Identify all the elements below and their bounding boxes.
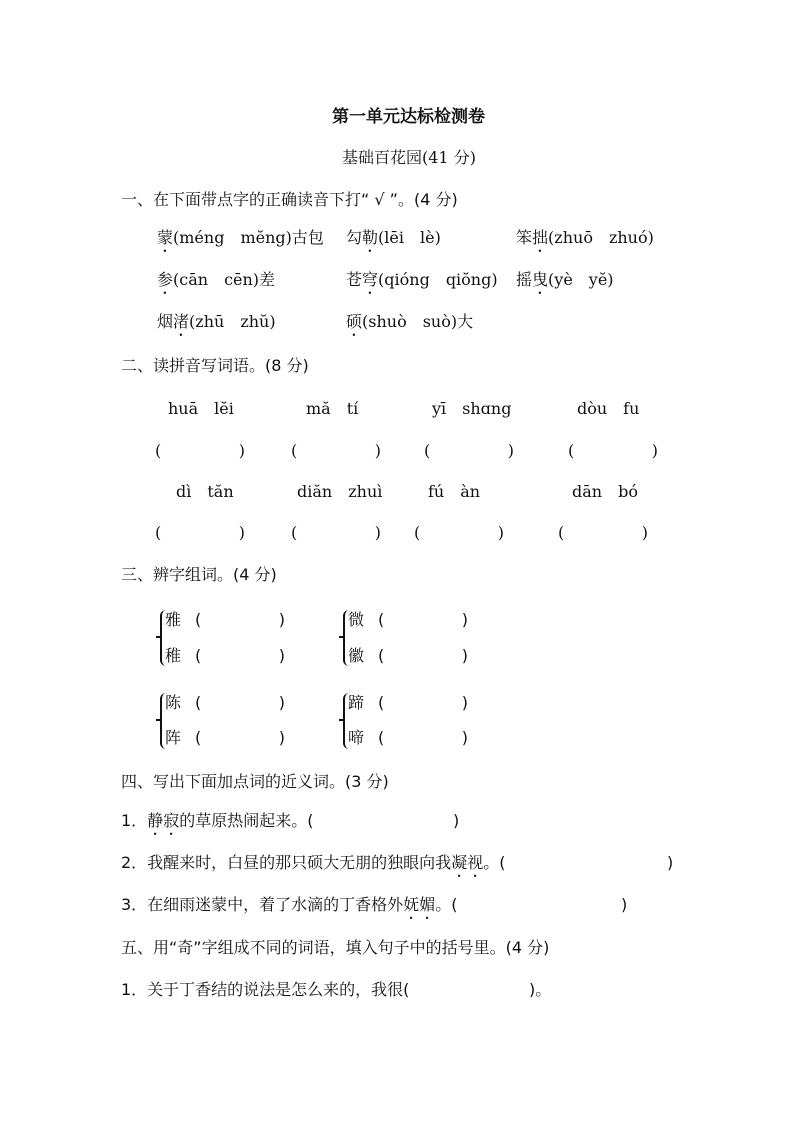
q1-item: 烟渚(zhū zhŭ)	[157, 312, 276, 331]
q4-heading: 四、写出下面加点词的近义词。(3 分)	[121, 772, 389, 791]
char: 徽	[348, 646, 365, 665]
answer-close[interactable]: )	[453, 811, 460, 830]
q1-item: 硕(shuò suò)大	[346, 312, 474, 331]
section-subtitle: 基础百花园(41 分)	[342, 148, 476, 167]
q1-heading: 一、在下面带点字的正确读音下打“ √ ”。(4 分)	[121, 190, 458, 209]
pinyin: mă tí	[306, 399, 359, 418]
q4-item: 3．在细雨迷蒙中，着了水滴的丁香格外妩媚。( )	[121, 895, 628, 914]
answer-close[interactable]: )	[667, 853, 674, 872]
q1-item: 摇曳(yè yĕ)	[516, 270, 614, 289]
q5-item: 1．关于丁香结的说法是怎么来的，我很( )。	[121, 980, 552, 999]
char: 啼	[348, 728, 365, 747]
pinyin: diăn zhuì	[297, 482, 383, 501]
q2-heading: 二、读拼音写词语。(8 分)	[121, 356, 309, 375]
pinyin: dì tăn	[176, 482, 234, 501]
char: 阵	[165, 728, 182, 747]
q4-item: 1．静寂的草原热闹起来。( )	[121, 811, 460, 830]
exam-page: 第一单元达标检测卷 基础百花园(41 分) 一、在下面带点字的正确读音下打“ √ ”。(4 分) 蒙(méng mĕng)古包 勾勒(lēi lè) 笨拙(zhuō zhuó) 参(cān cēn)差 苍穹(qióng qiŏng) 摇曳(yè yĕ) 烟渚(zhū zhŭ) 硕(shuò suò)大 二、读拼音写词语。(8 分) huā lĕi mă tí yī shɑng dòu fu ( ) ( ) ( ) ( ) dì tăn diăn zhuì fú àn dān bó ( ) ( ) ( ) ( ) 三、辨字组词。(4 分) 雅 稚 微 徽 陈 阵 蹄 啼 ( ) ( ) ( ) ( ) ( ) ( ) ( ) ( ) 四、写出下面加点词的近义词。(3 分) 1．静寂的草原热闹起来。( ) 2．我醒来时，白昼的那只硕大无朋的独眼向我凝视。( ) 3．在细雨迷蒙中，着了水滴的丁香格外妩媚。( ) 五、用“奇”字组成不同的词语，填入句子中的括号里。(4 分) 1．关于丁香结的说法是怎么来的，我很( )。	[0, 0, 793, 1122]
q1-item: 苍穹(qióng qiŏng)	[346, 270, 498, 289]
answer-close[interactable]: )	[621, 895, 628, 914]
q1-item: 笨拙(zhuō zhuó)	[516, 228, 654, 247]
q5-heading: 五、用“奇”字组成不同的词语，填入句子中的括号里。(4 分)	[121, 938, 550, 957]
q1-item: 蒙(méng mĕng)古包	[157, 228, 324, 247]
pinyin: dān bó	[572, 482, 638, 501]
pinyin: huā lĕi	[168, 399, 234, 418]
char: 陈	[165, 693, 182, 712]
char: 雅	[165, 610, 182, 629]
char: 稚	[165, 646, 182, 665]
q3-heading: 三、辨字组词。(4 分)	[121, 565, 277, 584]
q1-item: 参(cān cēn)差	[157, 270, 276, 289]
pinyin: dòu fu	[577, 399, 640, 418]
answer-close[interactable]: )。	[529, 980, 552, 999]
pinyin: yī shɑng	[432, 399, 512, 418]
q4-item: 2．我醒来时，白昼的那只硕大无朋的独眼向我凝视。( )	[121, 853, 674, 872]
pinyin: fú àn	[428, 482, 481, 501]
char: 微	[348, 610, 365, 629]
q1-item: 勾勒(lēi lè)	[346, 228, 441, 247]
char: 蹄	[348, 693, 365, 712]
page-title: 第一单元达标检测卷	[332, 107, 485, 127]
